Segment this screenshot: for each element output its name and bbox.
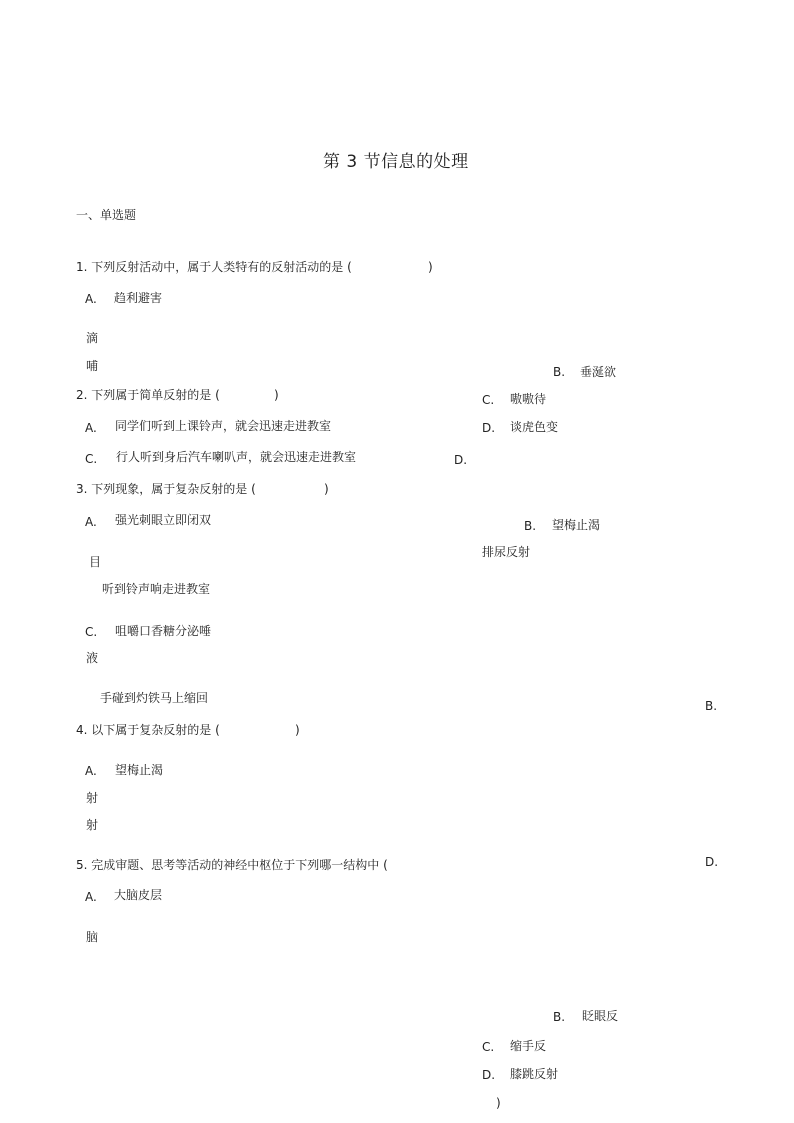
q5-option-d-letter: D. [482,1068,496,1082]
q5-option-c-letter: C. [482,1040,495,1054]
q1-close-paren: ) [428,260,433,274]
q3-option-b-text: 望梅止渴 [552,518,601,532]
q2-option-a-letter: A. [85,421,97,435]
q5-option-c-text: 缩手反 [510,1039,547,1053]
q1-option-c-text: 嗷嗷待 [510,392,547,406]
q3-line-bell: 听到铃声响走进教室 [102,582,211,596]
page-title: 第 3 节信息的处理 [323,152,469,172]
q4-stem: 4. 以下属于复杂反射的是 ( [76,723,220,737]
q3-option-b2-letter: B. [705,699,718,713]
q1-option-a-letter: A. [85,292,97,306]
q5-stem: 5. 完成审题、思考等活动的神经中枢位于下列哪一结构中 ( [76,858,388,872]
q1-stem: 1. 下列反射活动中，属于人类特有的反射活动的是 ( [76,260,352,274]
q3-close-paren: ) [324,482,329,496]
q5-option-b-letter: B. [553,1010,566,1024]
q1-option-b-text: 垂涎欲 [580,365,617,379]
q3-option-a-text: 强光刺眼立即闭双 [115,513,212,527]
section-heading: 一、单选题 [76,208,137,222]
q2-option-c-letter: C. [85,452,98,466]
q4-option-a-text: 望梅止渴 [115,763,164,777]
q3-option-a-letter: A. [85,515,97,529]
q5-fragment-nao: 脑 [86,930,99,944]
q1-fragment-1: 滴 [86,331,99,345]
q4-fragment-2: 射 [86,818,99,832]
q2-option-d-letter: D. [454,453,468,467]
q5-option-b-text: 眨眼反 [582,1009,619,1023]
q1-option-d-text: 谈虎色变 [510,420,559,434]
q1-fragment-2: 哺 [86,359,99,373]
q3-option-b-letter: B. [524,519,537,533]
q4-fragment-1: 射 [86,791,99,805]
q4-close-paren: ) [295,723,300,737]
q1-option-a-text: 趋利避害 [114,291,163,305]
q3-fragment-right: 排尿反射 [482,545,531,559]
q3-option-c-letter: C. [85,625,98,639]
q2-option-a-text: 同学们听到上课铃声，就会迅速走进教室 [115,419,332,433]
q3-stem: 3. 下列现象，属于复杂反射的是 ( [76,482,256,496]
q5-close-paren: ) [496,1096,501,1110]
q5-option-a-letter: A. [85,890,97,904]
q5-option-d-text: 膝跳反射 [510,1067,559,1081]
q5-option-d-top-letter: D. [705,855,719,869]
q3-line-hand: 手碰到灼铁马上缩回 [100,691,209,705]
q1-option-c-letter: C. [482,393,495,407]
q1-option-b-letter: B. [553,365,566,379]
q3-option-c-text: 咀嚼口香糖分泌唾 [115,624,212,638]
q1-option-d-letter: D. [482,421,496,435]
q3-fragment-ye: 液 [86,651,99,665]
q4-option-a-letter: A. [85,764,97,778]
q2-close-paren: ) [274,388,279,402]
q5-option-a-text: 大脑皮层 [114,888,163,902]
q2-option-c-text: 行人听到身后汽车喇叭声，就会迅速走进教室 [116,450,357,464]
q3-fragment-mu: 目 [89,555,102,569]
q2-stem: 2. 下列属于简单反射的是 ( [76,388,220,402]
